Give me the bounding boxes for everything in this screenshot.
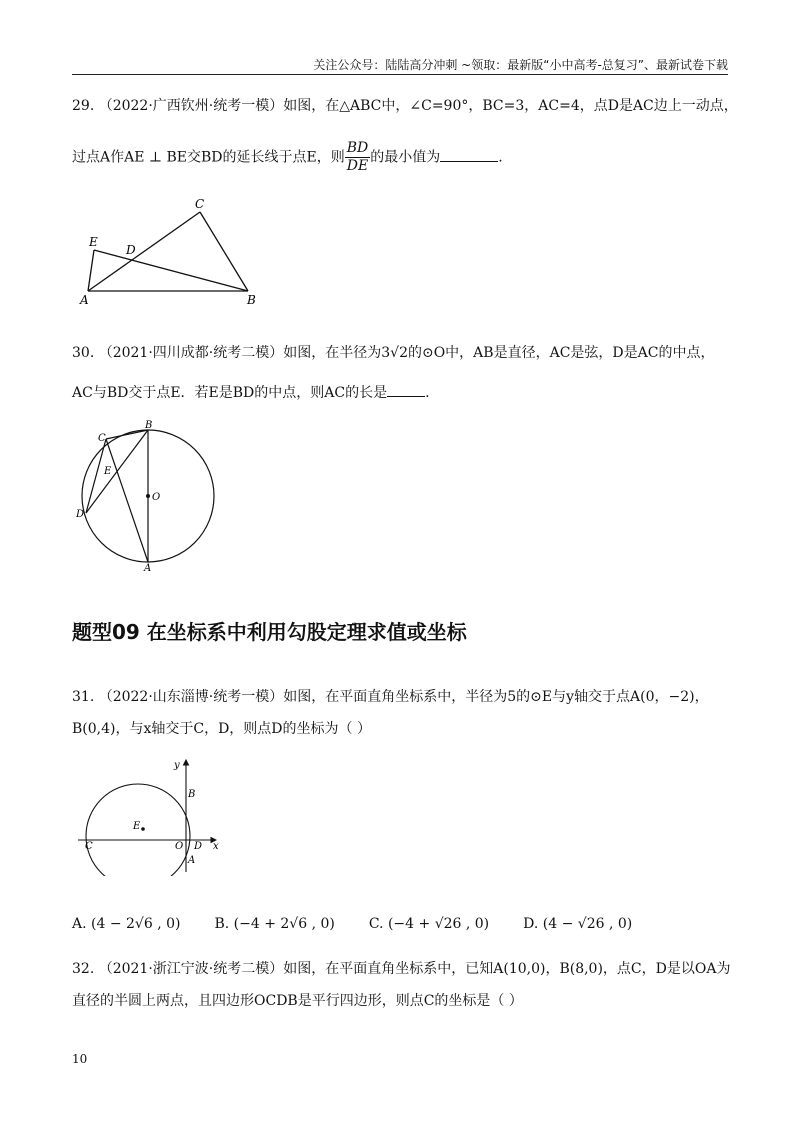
q30-chord-cd bbox=[86, 439, 106, 513]
q30-period: . bbox=[425, 385, 430, 401]
q30-circle-figure bbox=[72, 416, 222, 574]
q29-line2-pre: 过点A作AE ⊥ BE交BD的延长线于点E，则 bbox=[72, 149, 345, 166]
q31-label-a: A bbox=[188, 855, 196, 866]
q31-coordinate-figure bbox=[76, 756, 236, 876]
q30-line2-text: AC与BD交于点E．若E是BD的中点，则AC的长是 bbox=[72, 385, 388, 401]
q31-label-x: x bbox=[213, 841, 219, 852]
q30-label-b: B bbox=[145, 420, 153, 431]
q29-line2-post: 的最小值为 bbox=[370, 149, 441, 166]
q29-fraction bbox=[345, 140, 371, 175]
q31-label-b: B bbox=[188, 789, 196, 800]
q30-label-o: O bbox=[152, 492, 161, 503]
q29-label-a: A bbox=[80, 293, 89, 306]
q29-frac-den: DE bbox=[346, 158, 369, 174]
q29-label-d: D bbox=[126, 243, 136, 257]
q31-center-dot bbox=[141, 827, 145, 831]
q32-line1: 32. （2021·浙江宁波·统考二模）如图，在平面直角坐标系中，已知A(10,0)，B(8,0)，点C，D是以OA为 bbox=[72, 961, 731, 977]
q30-label-d: D bbox=[76, 509, 85, 520]
q31-option-b[interactable]: B. (−4 + 2√6 , 0) bbox=[214, 916, 335, 932]
q29-label-e: E bbox=[89, 235, 98, 249]
q29-segment-ac bbox=[88, 212, 200, 291]
q31-line1: 31. （2022·山东淄博·统考一模）如图，在平面直角坐标系中，半径为5的⊙E与y轴交于点A(0，−2)， bbox=[72, 689, 709, 705]
q29-segment-cb bbox=[200, 212, 248, 291]
q31-label-c: C bbox=[85, 841, 93, 852]
header-rule bbox=[72, 74, 728, 75]
q29-triangle-figure bbox=[76, 196, 276, 306]
q31-option-a[interactable]: A. (4 − 2√6 , 0) bbox=[72, 916, 181, 932]
q30-label-c: C bbox=[98, 433, 106, 444]
q30-label-e: E bbox=[104, 466, 112, 477]
q31-options bbox=[72, 916, 666, 932]
q29-answer-blank[interactable] bbox=[440, 147, 498, 162]
q29-segment-ae bbox=[88, 250, 94, 291]
q31-label-e: E bbox=[133, 821, 141, 832]
q31-label-d: D bbox=[194, 841, 203, 852]
q31-label-o: O bbox=[175, 841, 184, 852]
q31-label-y: y bbox=[174, 760, 180, 771]
q30-label-a: A bbox=[144, 563, 152, 574]
q29-frac-num: BD bbox=[346, 140, 369, 156]
page-header: 关注公众号：陆陆高分冲刺 ~领取：最新版“小中高考-总复习”、最新试卷下载 bbox=[313, 58, 728, 72]
q30-line2 bbox=[72, 382, 430, 402]
q31-option-d[interactable]: D. (4 − √26 , 0) bbox=[523, 916, 633, 932]
section-title: 题型09 在坐标系中利用勾股定理求值或坐标 bbox=[72, 620, 467, 644]
q29-line1: 29. （2022·广西钦州·统考一模）如图，在△ABC中，∠C=90°，BC=3，AC=4，点D是AC边上一动点， bbox=[72, 98, 738, 114]
q30-center-dot bbox=[146, 494, 150, 498]
q29-period: . bbox=[498, 149, 503, 166]
q31-option-c[interactable]: C. (−4 + √26 , 0) bbox=[368, 916, 490, 932]
q31-line2: B(0,4)，与x轴交于C，D，则点D的坐标为（ ） bbox=[72, 721, 371, 737]
q32-line2: 直径的半圆上两点，且四边形OCDB是平行四边形，则点C的坐标是（ ） bbox=[72, 993, 523, 1009]
q30-answer-blank[interactable] bbox=[387, 382, 425, 397]
q29-label-c: C bbox=[195, 197, 205, 211]
q29-label-b: B bbox=[247, 293, 256, 306]
page-number: 10 bbox=[72, 1052, 88, 1066]
q30-line1: 30. （2021·四川成都·统考二模）如图，在半径为3√2的⊙O中，AB是直径，AC是弦，D是AC的中点， bbox=[72, 345, 715, 361]
q30-chord-bd bbox=[86, 430, 148, 513]
q29-line2 bbox=[72, 140, 503, 175]
